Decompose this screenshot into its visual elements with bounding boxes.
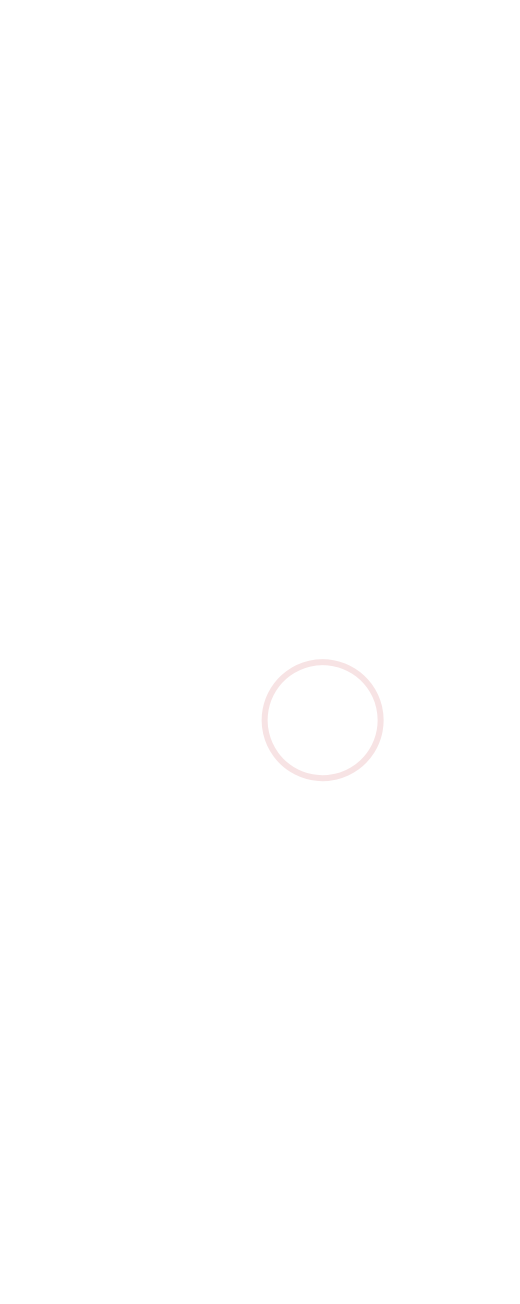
paragraph <box>6 335 514 355</box>
paragraph <box>6 90 514 110</box>
paragraph <box>6 143 514 163</box>
watermark-logo-icon <box>239 636 407 804</box>
highlight-heading <box>6 57 514 81</box>
paragraph <box>6 223 514 243</box>
paragraph <box>6 117 514 137</box>
paragraph <box>6 249 514 269</box>
paragraph <box>6 4 514 24</box>
paragraph <box>6 170 514 190</box>
article-column <box>6 4 514 362</box>
site-watermark <box>83 513 427 857</box>
paragraph <box>6 196 514 216</box>
highlight-heading <box>6 276 514 300</box>
watermark-text <box>168 566 300 778</box>
paragraph <box>6 31 514 51</box>
paragraph <box>6 309 514 329</box>
